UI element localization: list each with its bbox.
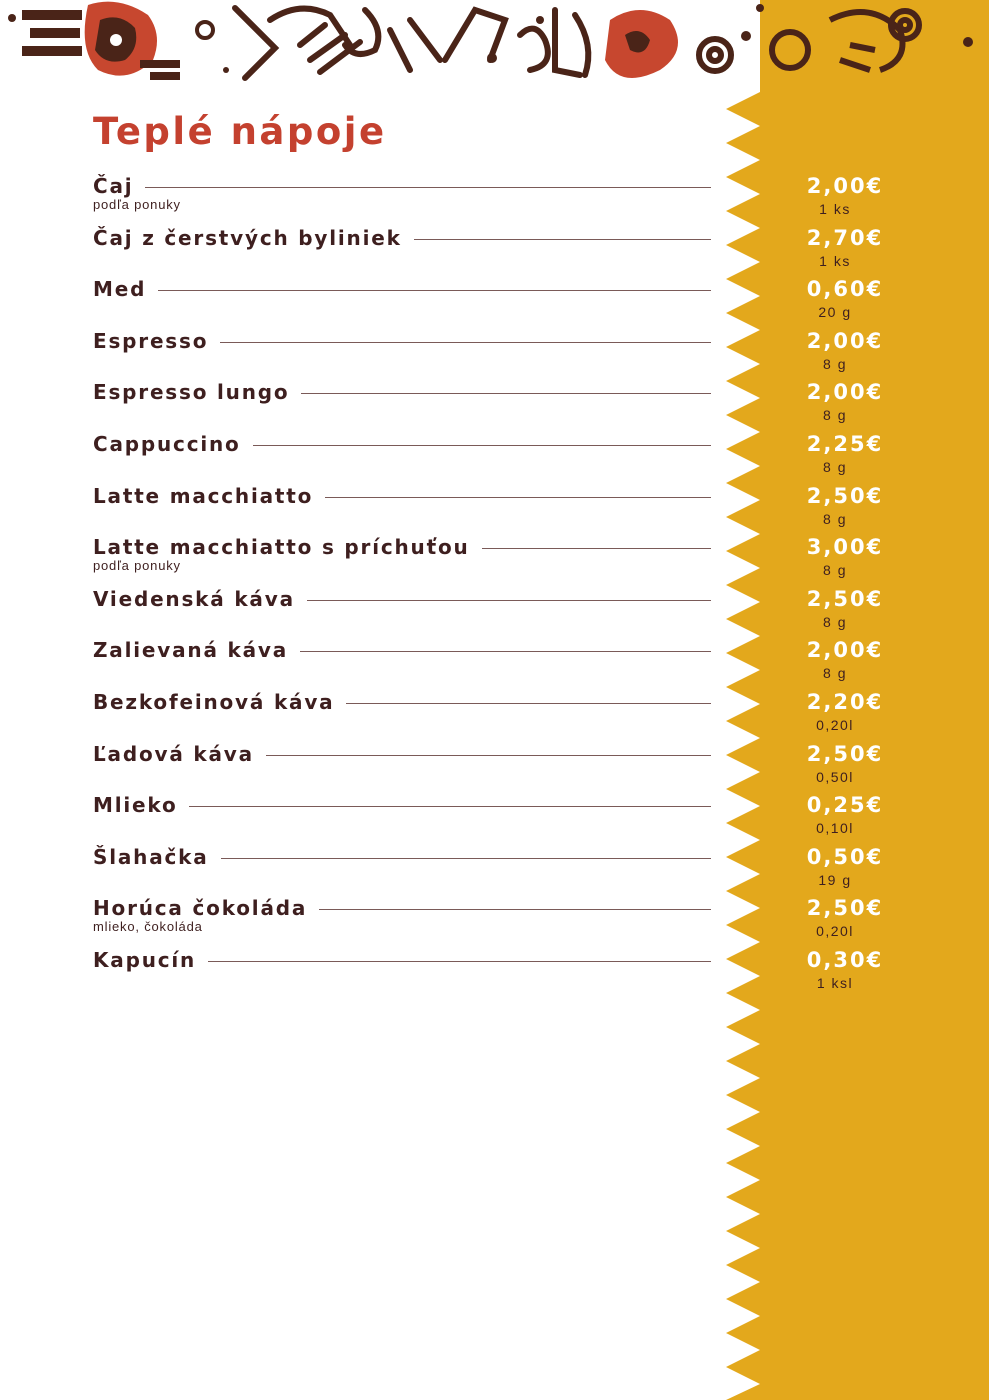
menu-item-row bbox=[93, 843, 711, 871]
menu-item-name: Latte macchiatto s príchuťou bbox=[93, 535, 470, 559]
leader-line bbox=[346, 703, 711, 704]
menu-item-price: 2,50€ bbox=[806, 742, 884, 766]
menu-item-price: 2,50€ bbox=[806, 896, 884, 920]
menu-item-quantity: 8 g bbox=[823, 459, 847, 475]
menu-item-note: podľa ponuky bbox=[93, 558, 181, 573]
menu-item bbox=[93, 946, 711, 974]
menu-item bbox=[93, 327, 711, 355]
leader-line bbox=[325, 497, 711, 498]
menu-item-name: Šlahačka bbox=[93, 845, 209, 869]
leader-line bbox=[266, 755, 711, 756]
menu-item-price: 3,00€ bbox=[806, 535, 884, 559]
menu-item-price: 2,00€ bbox=[806, 329, 884, 353]
leader-line bbox=[158, 290, 711, 291]
menu-item-quantity: 8 g bbox=[823, 614, 847, 630]
menu-item bbox=[93, 224, 711, 252]
menu-item bbox=[93, 378, 711, 406]
menu-item-name: Bezkofeinová káva bbox=[93, 690, 335, 714]
menu-item-name: Mlieko bbox=[93, 793, 178, 817]
menu-item-quantity: 0,10l bbox=[816, 820, 854, 836]
leader-line bbox=[319, 909, 711, 910]
menu-item-row bbox=[93, 275, 711, 303]
menu-item-row bbox=[93, 894, 711, 922]
menu-item-price: 2,00€ bbox=[806, 174, 884, 198]
menu-item-quantity: 8 g bbox=[823, 356, 847, 372]
menu-item-note: podľa ponuky bbox=[93, 197, 181, 212]
menu-item-quantity: 0,50l bbox=[816, 769, 854, 785]
menu-item-name: Čaj bbox=[93, 174, 134, 198]
menu-item-row bbox=[93, 378, 711, 406]
menu-item-name: Viedenská káva bbox=[93, 587, 295, 611]
leader-line bbox=[189, 806, 711, 807]
menu-item bbox=[93, 585, 711, 613]
menu-item-price: 0,25€ bbox=[806, 793, 884, 817]
menu-item-row bbox=[93, 327, 711, 355]
menu-item-quantity: 1 ks bbox=[819, 201, 851, 217]
menu-item-price: 2,00€ bbox=[806, 638, 884, 662]
menu-item bbox=[93, 482, 711, 510]
menu-item-row bbox=[93, 430, 711, 458]
menu-item-quantity: 19 g bbox=[818, 872, 852, 888]
menu-item bbox=[93, 894, 711, 934]
menu-item bbox=[93, 843, 711, 871]
menu-item bbox=[93, 430, 711, 458]
menu-item-row bbox=[93, 791, 711, 819]
menu-item-row bbox=[93, 224, 711, 252]
menu-item-quantity: 20 g bbox=[818, 304, 852, 320]
menu-item-row bbox=[93, 482, 711, 510]
menu-item-quantity: 8 g bbox=[823, 665, 847, 681]
menu-item-price: 2,70€ bbox=[806, 226, 884, 250]
leader-line bbox=[414, 239, 711, 240]
menu-item bbox=[93, 172, 711, 212]
leader-line bbox=[307, 600, 711, 601]
leader-line bbox=[221, 858, 711, 859]
menu-item-row bbox=[93, 585, 711, 613]
menu-item-name: Cappuccino bbox=[93, 432, 241, 456]
menu-item-price: 2,20€ bbox=[806, 690, 884, 714]
menu-item-row bbox=[93, 688, 711, 716]
menu-item-row bbox=[93, 533, 711, 561]
menu-item-price: 2,50€ bbox=[806, 484, 884, 508]
menu-item-quantity: 0,20l bbox=[816, 923, 854, 939]
menu-item-name: Espresso bbox=[93, 329, 209, 353]
menu-item-quantity: 1 ks bbox=[819, 253, 851, 269]
menu-item-name: Kapucín bbox=[93, 948, 197, 972]
menu-item-quantity: 0,20l bbox=[816, 717, 854, 733]
menu-item-quantity: 8 g bbox=[823, 511, 847, 527]
menu-item-note: mlieko, čokoláda bbox=[93, 919, 203, 934]
menu-item-quantity: 8 g bbox=[823, 407, 847, 423]
menu-item-name: Čaj z čerstvých byliniek bbox=[93, 226, 402, 250]
menu-item-name: Espresso lungo bbox=[93, 380, 290, 404]
leader-line bbox=[300, 651, 711, 652]
menu-item-name: Horúca čokoláda bbox=[93, 896, 308, 920]
leader-line bbox=[253, 445, 711, 446]
aztec-pattern-banner-icon bbox=[0, 0, 989, 92]
leader-line bbox=[220, 342, 711, 343]
menu-item-name: Latte macchiatto bbox=[93, 484, 314, 508]
leader-line bbox=[482, 548, 711, 549]
menu-item bbox=[93, 791, 711, 819]
menu-item-row bbox=[93, 946, 711, 974]
menu-item-row bbox=[93, 636, 711, 664]
menu-item bbox=[93, 688, 711, 716]
menu-item-row bbox=[93, 172, 711, 200]
menu-item-price: 2,50€ bbox=[806, 587, 884, 611]
menu-item-name: Ľadová káva bbox=[93, 742, 254, 766]
leader-line bbox=[208, 961, 711, 962]
page-title: Teplé nápoje bbox=[93, 110, 387, 153]
menu-item bbox=[93, 275, 711, 303]
menu-item-quantity: 1 ksl bbox=[816, 975, 854, 991]
menu-item-name: Zalievaná káva bbox=[93, 638, 289, 662]
menu-item bbox=[93, 740, 711, 768]
menu-item-row bbox=[93, 740, 711, 768]
menu-item-price: 0,60€ bbox=[806, 277, 884, 301]
menu-item-price: 2,00€ bbox=[806, 380, 884, 404]
menu-item-name: Med bbox=[93, 277, 147, 301]
menu-item-price: 2,25€ bbox=[806, 432, 884, 456]
menu-item-price: 0,50€ bbox=[806, 845, 884, 869]
menu-item-quantity: 8 g bbox=[823, 562, 847, 578]
menu-item bbox=[93, 533, 711, 573]
menu-item-price: 0,30€ bbox=[806, 948, 884, 972]
leader-line bbox=[301, 393, 711, 394]
menu-item bbox=[93, 636, 711, 664]
leader-line bbox=[145, 187, 711, 188]
